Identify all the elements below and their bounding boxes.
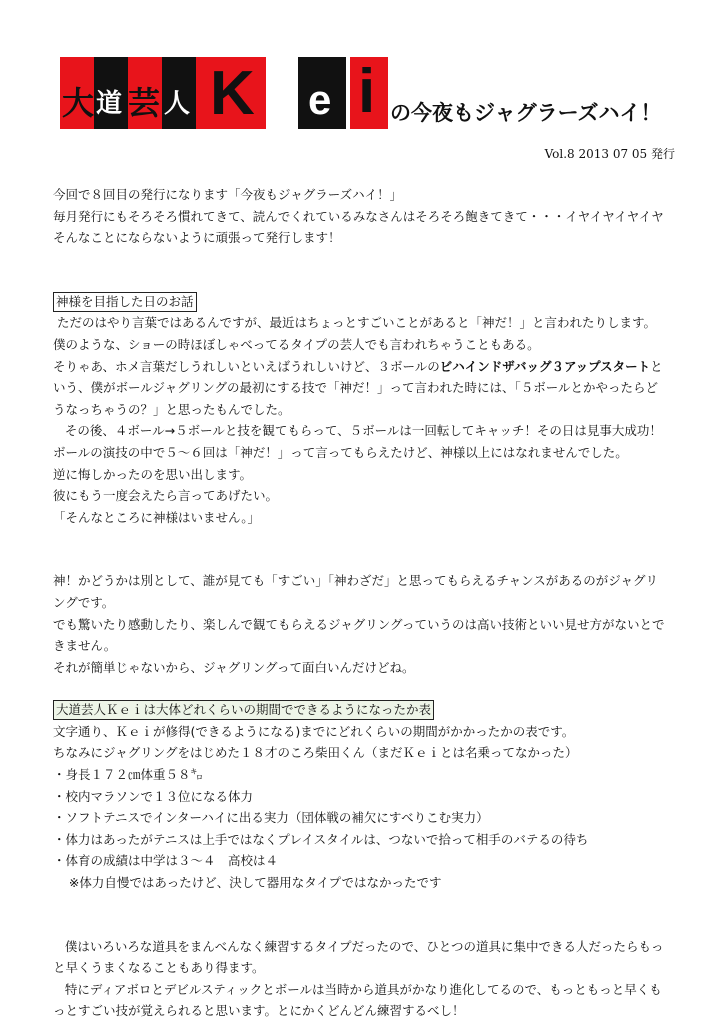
paragraph-line: ングです。 <box>53 594 115 610</box>
paragraph-line: その後、４ボール→５ボールと技を観てもらって、５ボールは一回転してキャッチ！その日は見事大成功！ <box>64 423 662 439</box>
paragraph-line: 神！かどうかは別として、誰が見ても「すごい」「神わざだ」と思ってもらえるチャンスがあるのがジャグリ <box>53 573 659 589</box>
paragraph-line: 僕はいろいろな道具をまんべんなく練習するタイプだったので、ひとつの道具に集中できる人だったらもっ <box>64 938 664 954</box>
title-letter-k: K <box>210 59 255 128</box>
section-heading-gods: 神様を目指した日のお話 <box>53 292 197 312</box>
paragraph-line: と早くうまくなることもあり得ます。 <box>53 960 265 976</box>
title-letter-e: e <box>308 76 332 123</box>
list-item: ・体育の成績は中学は３～４ 高校は４ <box>53 853 279 869</box>
list-item: ・校内マラソンで１３位になる体力 <box>53 788 254 804</box>
intro-line: そんなことにならないように頑張って発行します！ <box>53 230 341 246</box>
paragraph-line: 文字通り、Ｋｅｉが修得(できるようになる)までにどれくらいの期間がかかったかの表です。 <box>53 723 575 739</box>
paragraph-line: 「そんなところに神様はいません。」 <box>53 509 261 525</box>
paragraph-line: いう、僕がボールジャグリングの最初にする技で「神だ！」って言われた時には、「５ボールとかやったらど <box>53 380 658 396</box>
title-char-1: 大 <box>62 84 95 122</box>
article-body <box>53 184 683 1022</box>
paragraph-line: そりゃあ、ホメ言葉だしうれしいといえばうれしいけど、３ボールのビハインドザバッグ３アップスタートと <box>53 358 663 374</box>
paragraph-line: 特にディアボロとデビルスティックとボールは当時から道具がかなり進化してるので、もっともっと早くも <box>64 981 662 997</box>
list-item: ・体力はあったがテニスは上手ではなくプレイスタイルは、つないで拾って相手のバテるの待ち <box>53 831 589 847</box>
paragraph-line: ちなみにジャグリングをはじめた１８才のころ柴田くん（まだＫｅｉとは名乗ってなかった） <box>53 745 578 761</box>
paragraph-line: ただのはやり言葉ではあるんですが、最近はちょっとすごいことがあると「神だ！」と言われたりします。 <box>56 315 656 331</box>
paragraph-line: っとすごい技が覚えられると思います。とにかくどんどん練習するべし！ <box>53 1003 465 1019</box>
issue-number: Vol.8 2013 07 05 発行 <box>544 147 675 161</box>
trick-name: ビハインドザバッグ３アップスタート <box>439 358 651 374</box>
note-line: ※体力自慢ではあったけど、決して器用なタイプではなかったです <box>68 875 442 891</box>
title-letter-i: i <box>358 57 376 126</box>
paragraph-line: うなっちゃうの？」と思ったもんでした。 <box>53 401 291 417</box>
section-heading-timeline: 大道芸人Ｋｅｉは大体どれくらいの期間でできるようになったか表 <box>53 700 434 720</box>
title-char-3: 芸 <box>128 84 161 122</box>
title-char-2: 道 <box>96 89 123 119</box>
list-item: ・身長１７２㎝体重５８㌔ <box>53 767 204 783</box>
intro-line: 毎月発行にもそろそろ慣れてきて、読んでくれているみなさんはそろそろ飽きてきて・・・イヤイヤイヤイヤ <box>53 208 664 224</box>
masthead <box>60 57 680 129</box>
paragraph-line: 彼にもう一度会えたら言ってあげたい。 <box>53 488 279 504</box>
list-item: ・ソフトテニスでインターハイに出る実力（団体戦の補欠にすべりこむ実力） <box>53 810 489 826</box>
paragraph-line: でも驚いたり感動したり、楽しんで観てもらえるジャグリングっていうのは高い技術といい見せ方がないとで <box>53 616 665 632</box>
masthead-subtitle: の今夜もジャグラーズハイ！ <box>390 101 662 125</box>
intro-line: 今回で８回目の発行になります「今夜もジャグラーズハイ！」 <box>53 187 403 202</box>
paragraph-line: きません。 <box>53 638 117 654</box>
paragraph-line: 逆に悔しかったのを思い出します。 <box>53 466 253 482</box>
paragraph-line: 僕のような、ショーの時ほぼしゃべってるタイプの芸人でも言われちゃうこともある。 <box>53 336 540 352</box>
paragraph-line: それが簡単じゃないから、ジャグリングって面白いんだけどね。 <box>53 659 415 675</box>
title-char-4: 人 <box>164 89 191 119</box>
paragraph-line: ボールの演技の中で５～６回は「神だ！」って言ってもらえたけど、神様以上にはなれませんでした。 <box>53 444 628 460</box>
